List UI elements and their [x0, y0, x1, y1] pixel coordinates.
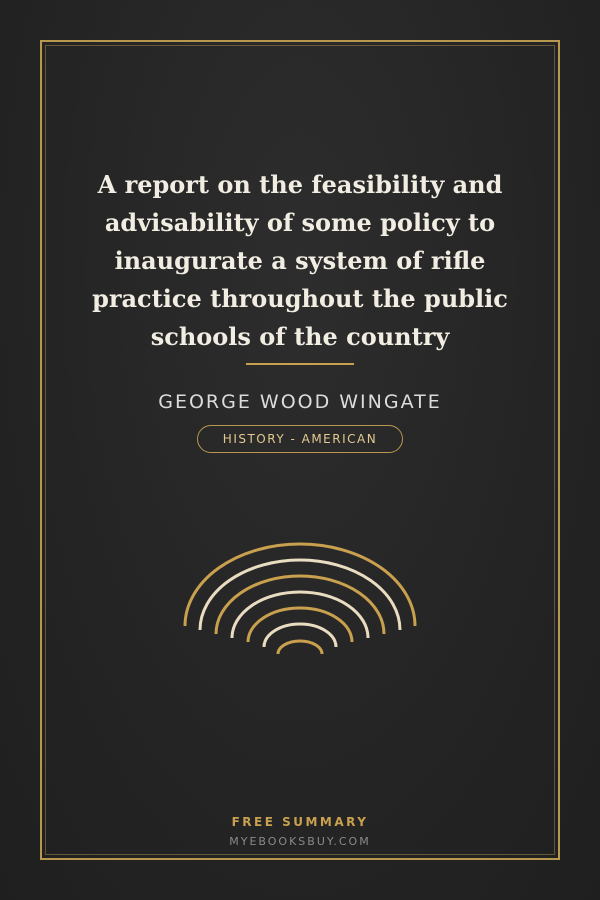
- arc-ring-7: [278, 641, 322, 654]
- genre-badge: HISTORY - AMERICAN: [197, 425, 403, 453]
- book-author: GEORGE WOOD WINGATE: [158, 391, 442, 413]
- site-url[interactable]: MYEBOOKSBUY.COM: [229, 835, 371, 848]
- arc-ring-6: [264, 624, 336, 647]
- book-title: A report on the feasibility and advisability of some policy to inaugurate a system of rifle practice throughout the public schools of the country: [92, 170, 508, 351]
- free-summary-label: FREE SUMMARY: [231, 815, 369, 829]
- arc-ring-4: [232, 592, 368, 638]
- arc-ring-2: [200, 560, 400, 630]
- title-divider: [246, 363, 354, 365]
- arc-ring-1: [185, 544, 415, 626]
- concentric-arcs-icon: [180, 540, 420, 665]
